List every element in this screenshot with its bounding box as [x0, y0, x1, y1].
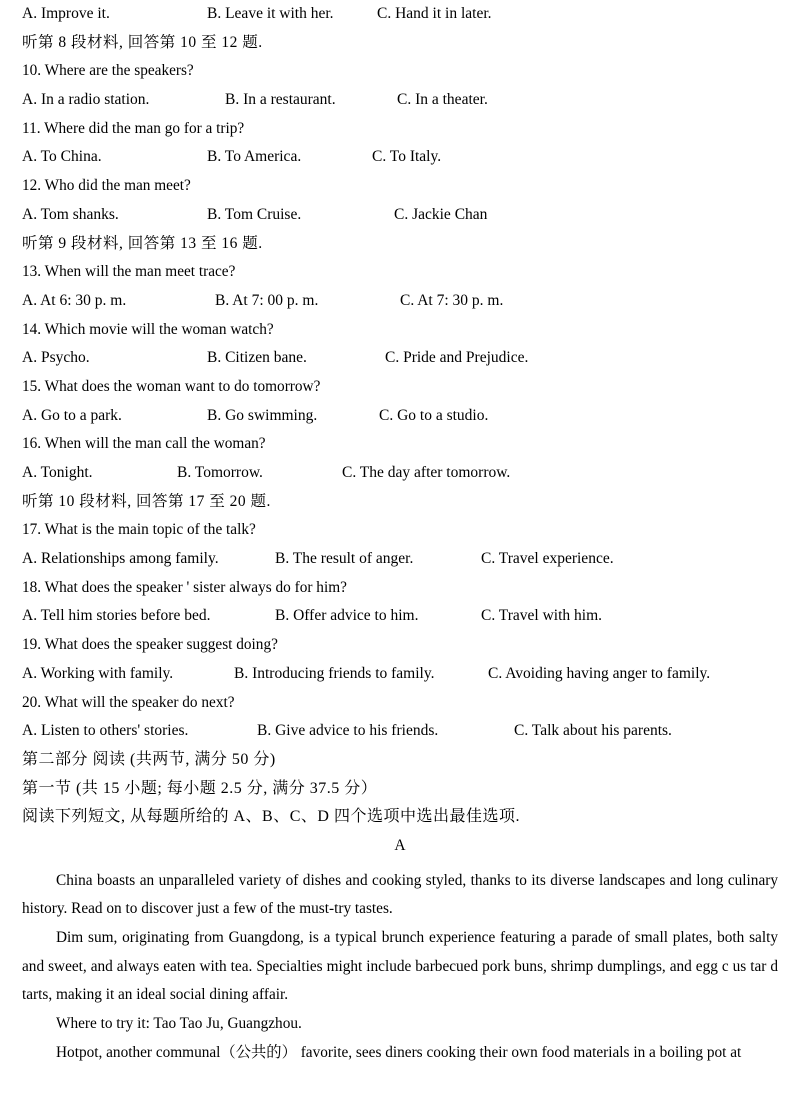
option-b: B. The result of anger.	[275, 550, 414, 568]
option-a: A. Tell him stories before bed.	[22, 607, 211, 625]
passage-paragraph-4: Hotpot, another communal（公共的） favorite, sees diners cooking their own food materials in a boiling pot at	[56, 1043, 742, 1061]
option-row	[22, 723, 778, 752]
option-b: B. To America.	[207, 148, 302, 166]
option-c: C. In a theater.	[397, 91, 488, 109]
option-b: B. Give advice to his friends.	[257, 722, 439, 740]
option-b: B. Offer advice to him.	[275, 607, 419, 625]
question-14: 14. Which movie will the woman watch?	[22, 320, 274, 338]
option-a: A. Tonight.	[22, 464, 93, 481]
option-b: B. At 7: 00 p. m.	[215, 291, 319, 309]
passage-paragraph-1: China boasts an unparalleled variety of dishes and cooking styled, thanks to its diverse landscapes and long culinary history. Read on to discover just a few of the must-try tastes.	[22, 871, 778, 918]
option-a: A. Listen to others' stories.	[22, 722, 189, 740]
listening-section	[22, 6, 778, 752]
question-18: 18. What does the speaker ' sister always do for him?	[22, 578, 347, 596]
question-10: 10. Where are the speakers?	[22, 62, 194, 80]
option-a: A. Go to a park.	[22, 406, 122, 424]
option-a: A. At 6: 30 p. m.	[22, 291, 127, 309]
option-c: C. To Italy.	[372, 148, 442, 166]
passage-paragraph-2: Dim sum, originating from Guangdong, is a typical brunch experience featuring a parade of small plates, both salty and sweet, and always eaten with tea. Specialties might include barbecued pork buns, shrimp dumplings, and egg c us tar d tarts, making it an ideal social dining affair.	[22, 929, 778, 1004]
option-c: C. Jackie Chan	[394, 205, 488, 223]
question-16: 16. When will the man call the woman?	[22, 435, 266, 453]
question-17: 17. What is the main topic of the talk?	[22, 521, 256, 539]
option-c: C. The day after tomorrow.	[342, 464, 511, 481]
option-a: A. In a radio station.	[22, 91, 150, 109]
option-c: C. Talk about his parents.	[514, 722, 672, 740]
option-b: B. Tom Cruise.	[207, 205, 302, 223]
option-b: B. Tomorrow.	[177, 464, 263, 481]
option-a: A. Psycho.	[22, 349, 90, 367]
option-row	[22, 207, 778, 236]
question-20: 20. What will the speaker do next?	[22, 693, 235, 711]
passage-paragraph-3: Where to try it: Tao Tao Ju, Guangzhou.	[56, 1015, 302, 1033]
option-row	[22, 92, 778, 121]
option-c: C. Travel with him.	[481, 607, 603, 625]
option-a: A. Working with family.	[22, 664, 174, 682]
option-b: B. Go swimming.	[207, 406, 318, 424]
option-a: A. To China.	[22, 148, 102, 166]
option-row	[22, 293, 778, 322]
question-12: 12. Who did the man meet?	[22, 177, 191, 195]
option-row	[22, 149, 778, 178]
question-11: 11. Where did the man go for a trip?	[22, 119, 245, 137]
option-b: B. In a restaurant.	[225, 91, 336, 109]
option-row	[22, 350, 778, 379]
question-19: 19. What does the speaker suggest doing?	[22, 636, 278, 654]
option-row	[22, 408, 778, 437]
option-c: C. Pride and Prejudice.	[385, 349, 529, 367]
question-13: 13. When will the man meet trace?	[22, 263, 236, 281]
option-a: A. Tom shanks.	[22, 205, 119, 223]
option-row	[22, 6, 778, 35]
part-two-heading: 第二部分 阅读 (共两节, 满分 50 分)	[22, 750, 276, 768]
option-row	[22, 666, 778, 695]
option-b: B. Leave it with her.	[207, 5, 334, 22]
passage-a	[22, 838, 778, 1068]
question-15: 15. What does the woman want to do tomorrow?	[22, 377, 321, 395]
passage-label: A	[394, 836, 406, 854]
option-c: C. At 7: 30 p. m.	[400, 291, 504, 309]
option-row	[22, 551, 778, 580]
option-row	[22, 608, 778, 637]
option-a: A. Relationships among family.	[22, 550, 219, 568]
section-one-heading: 第一节 (共 15 小题; 每小题 2.5 分, 满分 37.5 分）	[22, 779, 378, 797]
option-a: A. Improve it.	[22, 5, 110, 22]
reading-instruction: 阅读下列短文, 从每题所给的 A、B、C、D 四个选项中选出最佳选项.	[22, 808, 520, 826]
option-c: C. Travel experience.	[481, 550, 614, 568]
part-two-section	[22, 752, 778, 838]
listening-material-10: 听第 10 段材料, 回答第 17 至 20 题.	[22, 492, 271, 510]
option-row	[22, 465, 778, 494]
listening-material-8: 听第 8 段材料, 回答第 10 至 12 题.	[22, 33, 263, 51]
option-b: B. Citizen bane.	[207, 349, 307, 367]
option-c: C. Hand it in later.	[377, 5, 492, 22]
option-c: C. Avoiding having anger to family.	[488, 664, 711, 682]
option-c: C. Go to a studio.	[379, 406, 489, 424]
option-b: B. Introducing friends to family.	[234, 664, 435, 682]
listening-material-9: 听第 9 段材料, 回答第 13 至 16 题.	[22, 234, 263, 252]
